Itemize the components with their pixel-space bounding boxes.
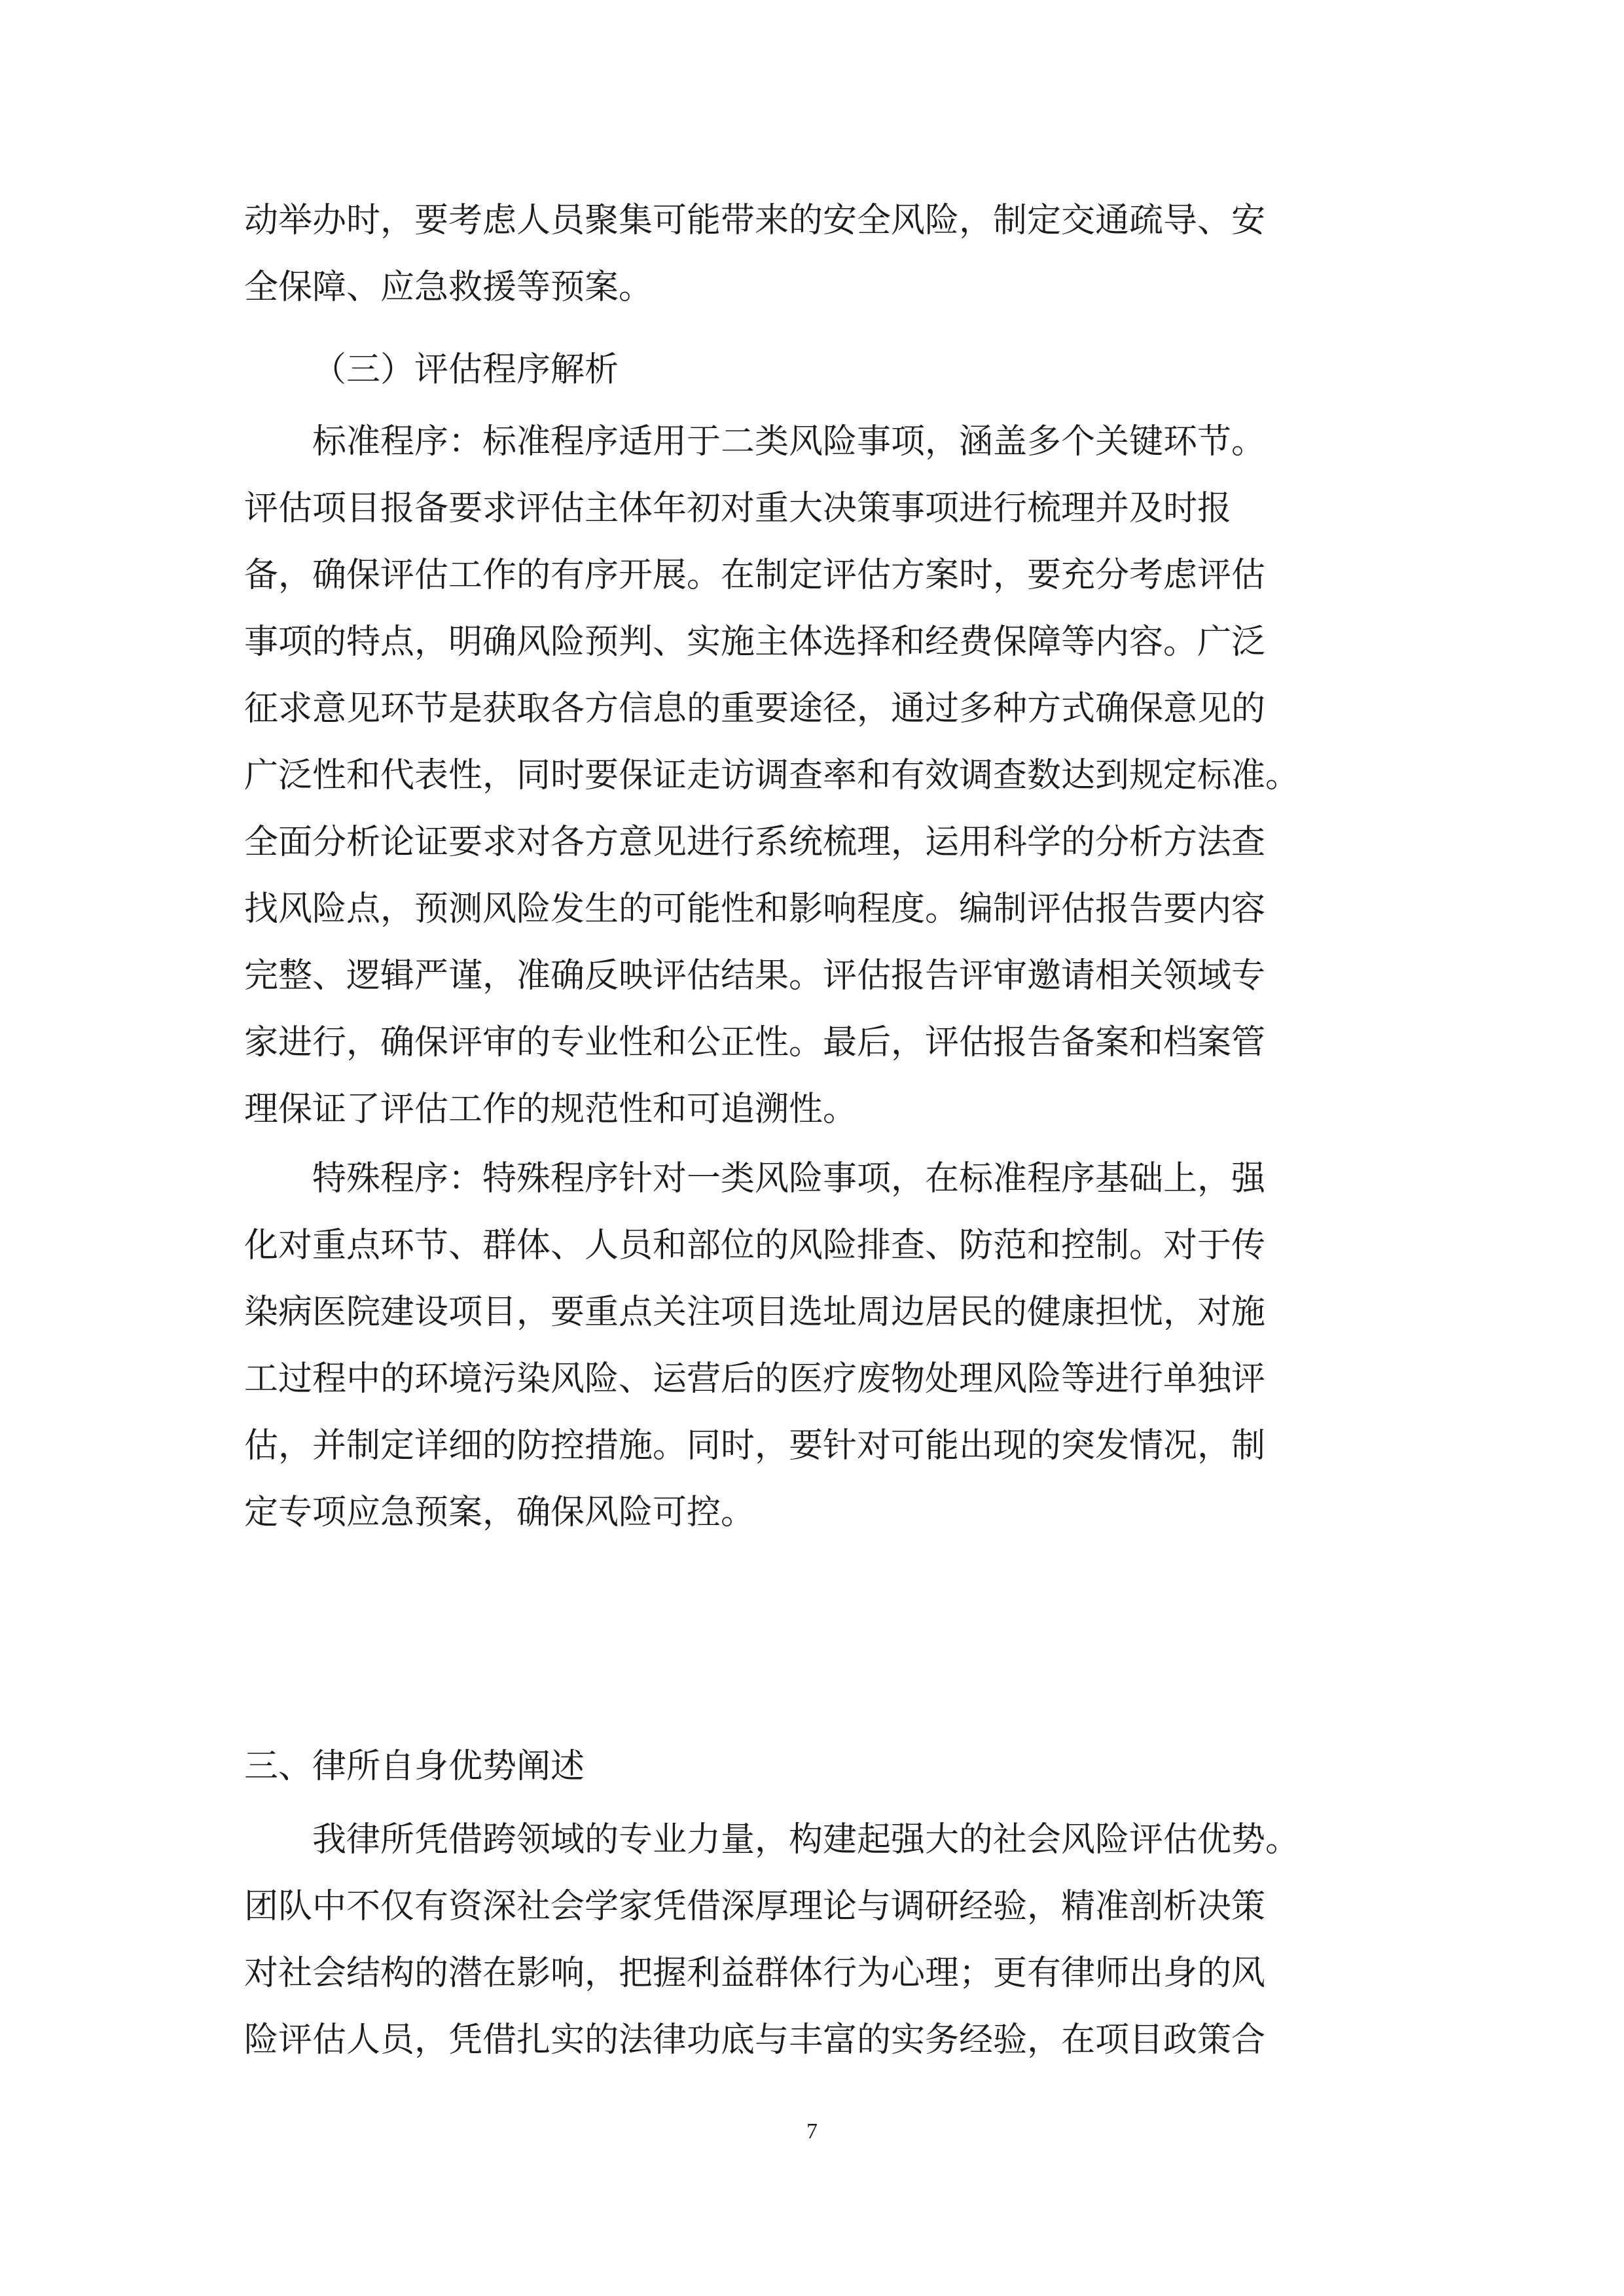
paragraph-line: 完整、逻辑严谨，准确反映评估结果。评估报告评审邀请相关领域专 (244, 956, 1266, 996)
paragraph-line: 评估项目报备要求评估主体年初对重大决策事项进行梳理并及时报 (244, 489, 1232, 528)
paragraph-line: 家进行，确保评审的专业性和公正性。最后，评估报告备案和档案管 (244, 1023, 1266, 1062)
paragraph-line: 险评估人员，凭借扎实的法律功底与丰富的实务经验，在项目政策合 (244, 2020, 1266, 2060)
paragraph-line: 找风险点，预测风险发生的可能性和影响程度。编制评估报告要内容 (244, 889, 1266, 929)
paragraph-line: 广泛性和代表性，同时要保证走访调查率和有效调查数达到规定标准。 (244, 756, 1300, 795)
paragraph-special-procedure (244, 1153, 1409, 1554)
paragraph-line: 团队中不仅有资深社会学家凭借深厚理论与调研经验，精准剖析决策 (244, 1887, 1266, 1926)
paragraph-firm-advantages (244, 1814, 1409, 2081)
paragraph-continued (244, 195, 1409, 329)
paragraph-line: 对社会结构的潜在影响，把握利益群体行为心理；更有律师出身的风 (244, 1954, 1266, 1993)
paragraph-line: 备，确保评估工作的有序开展。在制定评估方案时，要充分考虑评估 (244, 556, 1266, 595)
page-number: 7 (806, 2119, 818, 2144)
section-heading-firm-advantages: 三、律所自身优势阐述 (244, 1747, 585, 1786)
paragraph-line: 化对重点环节、群体、人员和部位的风险排查、防范和控制。对于传 (244, 1226, 1266, 1265)
paragraph-line: 动举办时，要考虑人员聚集可能带来的安全风险，制定交通疏导、安 (244, 201, 1266, 240)
paragraph-line: 事项的特点，明确风险预判、实施主体选择和经费保障等内容。广泛 (244, 622, 1266, 662)
paragraph-line: 工过程中的环境污染风险、运营后的医疗废物处理风险等进行单独评 (244, 1359, 1266, 1399)
paragraph-line: 理保证了评估工作的规范性和可追溯性。 (244, 1090, 857, 1129)
subheading-evaluation-procedure: （三）评估程序解析 (312, 350, 619, 389)
paragraph-line: 全面分析论证要求对各方意见进行系统梳理，运用科学的分析方法查 (244, 823, 1266, 862)
paragraph-line: 定专项应急预案，确保风险可控。 (244, 1493, 755, 1532)
paragraph-line: 染病医院建设项目，要重点关注项目选址周边居民的健康担忧，对施 (244, 1293, 1266, 1332)
paragraph-line: 全保障、应急救援等预案。 (244, 268, 653, 307)
paragraph-line: 估，并制定详细的防控措施。同时，要针对可能出现的突发情况，制 (244, 1426, 1266, 1465)
paragraph-standard-procedure (244, 416, 1409, 1151)
paragraph-line: 我律所凭借跨领域的专业力量，构建起强大的社会风险评估优势。 (312, 1820, 1300, 1859)
paragraph-line: 征求意见环节是获取各方信息的重要途径，通过多种方式确保意见的 (244, 689, 1266, 728)
paragraph-line: 特殊程序：特殊程序针对一类风险事项，在标准程序基础上，强 (312, 1159, 1266, 1198)
paragraph-line: 标准程序：标准程序适用于二类风险事项，涵盖多个关键环节。 (312, 422, 1266, 461)
